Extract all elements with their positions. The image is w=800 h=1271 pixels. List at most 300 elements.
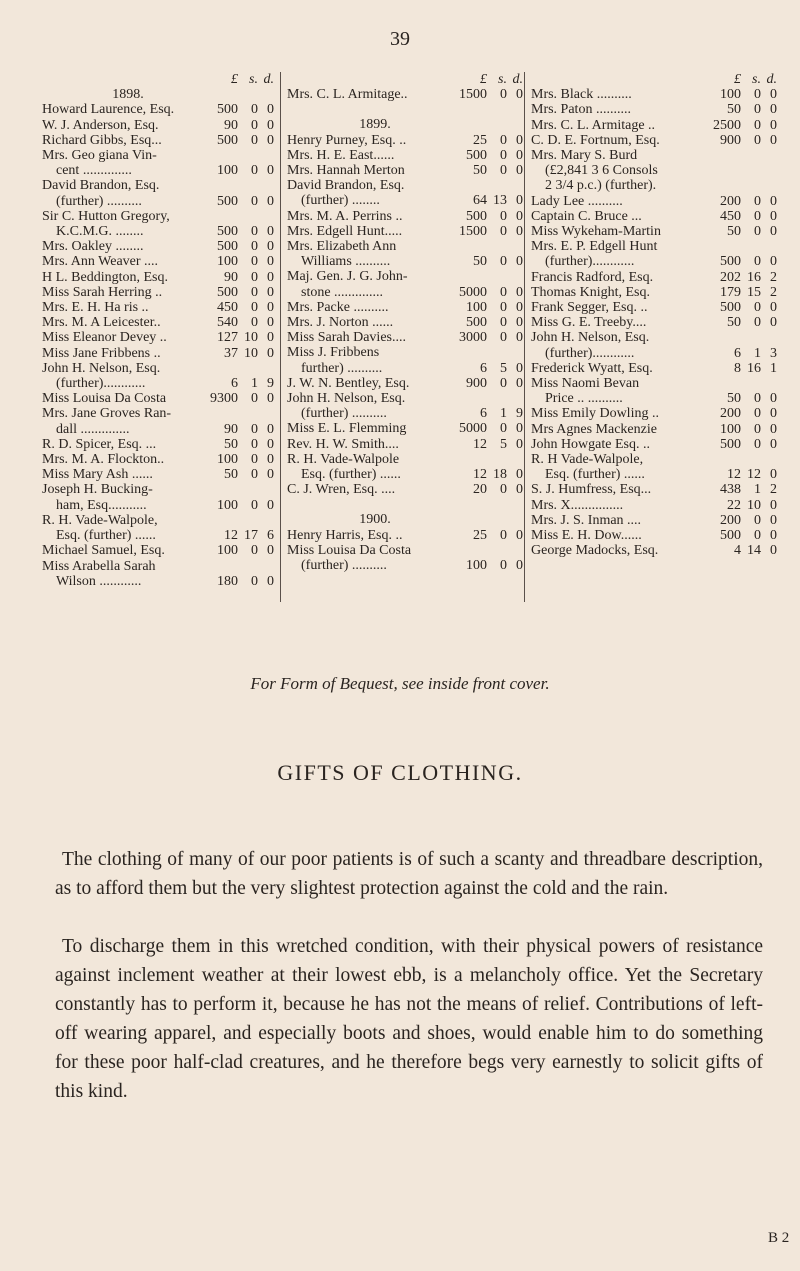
donation-amount <box>703 391 777 406</box>
donation-amount <box>200 498 274 513</box>
shillings: 0 <box>500 87 507 103</box>
pence: 0 <box>516 284 523 300</box>
donation-entry <box>531 391 777 406</box>
pence: 9 <box>516 406 523 422</box>
donation-entry <box>287 209 523 224</box>
pounds: 200 <box>720 193 741 209</box>
pounds: 202 <box>720 269 741 285</box>
pounds: 64 <box>473 193 487 209</box>
pence: 0 <box>516 223 523 239</box>
shillings: 0 <box>251 284 258 300</box>
donor-name: (further)............ <box>545 345 635 361</box>
donor-name: Mrs. Elizabeth Ann <box>287 239 397 255</box>
pence: 0 <box>516 87 523 103</box>
donation-entry <box>531 224 777 239</box>
shillings: 0 <box>500 482 507 498</box>
donation-entry <box>287 285 523 300</box>
pounds: 50 <box>727 224 741 240</box>
donation-entry <box>287 452 523 467</box>
donation-entry <box>287 558 523 573</box>
donor-name: Miss G. E. Treeby.... <box>531 315 647 331</box>
pence: 0 <box>267 224 274 240</box>
pence: 0 <box>267 573 274 589</box>
shillings: 0 <box>500 315 507 331</box>
donor-name: Mrs. X............... <box>531 497 624 513</box>
pence: 0 <box>267 269 274 285</box>
pounds: 500 <box>217 102 238 118</box>
pence: 9 <box>267 376 274 392</box>
shillings: 5 <box>500 436 507 452</box>
pence: 0 <box>267 543 274 559</box>
donation-entry <box>287 254 523 269</box>
shillings: 16 <box>747 269 761 285</box>
donation-entry <box>287 87 523 102</box>
donation-entry <box>531 239 777 254</box>
donor-name: Mrs. M. A Leicester.. <box>42 315 161 331</box>
pence: 0 <box>770 467 777 483</box>
donation-entry <box>287 437 523 452</box>
pence: 0 <box>516 147 523 163</box>
shillings: 0 <box>500 330 507 346</box>
shillings: 18 <box>493 467 507 483</box>
pounds: 25 <box>473 132 487 148</box>
donor-name: Mrs. Oakley ........ <box>42 239 144 255</box>
pounds: 20 <box>473 482 487 498</box>
paragraph-1: The clothing of many of our poor patients is of such a scanty and threadbare description, as to afford them but the very slightest protection against the cold and the rain. <box>55 849 763 899</box>
donation-amount <box>200 270 274 285</box>
pence: 0 <box>770 512 777 528</box>
donor-name: Rev. H. W. Smith.... <box>287 436 399 452</box>
pence: 1 <box>770 360 777 376</box>
donation-entry <box>531 498 777 513</box>
donation-entry <box>42 239 274 254</box>
donor-name: R. H Vade-Walpole, <box>531 452 644 468</box>
donor-name: Mrs. E. P. Edgell Hunt <box>531 239 658 255</box>
donation-entry <box>531 467 777 482</box>
pounds: 1500 <box>459 87 487 103</box>
donation-amount <box>200 422 274 437</box>
donor-name: Mrs. J. S. Inman .... <box>531 512 642 528</box>
pence: 0 <box>267 436 274 452</box>
donor-name: Miss Sarah Herring .. <box>42 284 163 300</box>
pounds: 22 <box>727 497 741 513</box>
pounds: 900 <box>466 375 487 391</box>
pounds: 50 <box>224 467 238 483</box>
donation-entry <box>531 346 777 361</box>
shillings: 0 <box>251 497 258 513</box>
donor-name: Mrs. Jane Groves Ran- <box>42 406 172 422</box>
donor-name: cent .............. <box>56 163 132 179</box>
donation-entry <box>287 467 523 482</box>
donation-entry <box>42 148 274 163</box>
donor-name: Miss E. H. Dow...... <box>531 528 642 544</box>
shillings: 16 <box>747 360 761 376</box>
donor-name: (further) .......... <box>301 558 387 574</box>
pence: 0 <box>516 299 523 315</box>
donation-amount <box>703 482 777 497</box>
shillings: 0 <box>754 436 761 452</box>
donation-entry <box>42 361 274 376</box>
donor-name: Joseph H. Bucking- <box>42 482 153 498</box>
donation-entry <box>531 422 777 437</box>
pounds: 6 <box>480 406 487 422</box>
donor-name: (further) .......... <box>301 406 387 422</box>
pounds: 90 <box>224 421 238 437</box>
pounds: 50 <box>727 391 741 407</box>
donor-name: Miss Louisa Da Costa <box>287 542 412 558</box>
shillings: 17 <box>244 528 258 544</box>
pounds: 90 <box>224 269 238 285</box>
donor-name: Mrs. M. A. Perrins .. <box>287 208 403 224</box>
shillings: 0 <box>251 269 258 285</box>
donation-amount <box>703 406 777 421</box>
donor-name: J. W. N. Bentley, Esq. <box>287 375 410 391</box>
bequest-note: For Form of Bequest, see inside front cover. <box>250 674 550 693</box>
donation-entry <box>287 269 523 284</box>
donation-amount <box>703 498 777 513</box>
pounds: 50 <box>473 163 487 179</box>
donation-amount <box>200 330 274 345</box>
pounds: 500 <box>720 254 741 270</box>
donation-entry <box>42 178 274 193</box>
pounds: 25 <box>473 527 487 543</box>
pence: 0 <box>770 193 777 209</box>
donation-amount <box>703 361 777 376</box>
donation-entry <box>531 300 777 315</box>
year-label: 1899. <box>359 117 391 133</box>
donor-name: Henry Harris, Esq. .. <box>287 527 403 543</box>
donation-amount <box>703 543 777 558</box>
donor-name: stone .............. <box>301 284 384 300</box>
pounds-header: £ <box>480 72 487 87</box>
shillings: 0 <box>754 132 761 148</box>
donation-amount <box>449 133 523 148</box>
donor-name: Mrs. Paton .......... <box>531 102 631 118</box>
currency-header <box>42 72 274 87</box>
donation-entry <box>42 543 274 558</box>
donor-name: Mrs. Mary S. Burd <box>531 148 638 164</box>
shillings: 0 <box>251 436 258 452</box>
donation-amount <box>703 87 777 102</box>
donation-amount <box>703 224 777 239</box>
donation-entry <box>531 315 777 330</box>
pence: 0 <box>516 375 523 391</box>
donor-name: Henry Purney, Esq. .. <box>287 132 407 148</box>
donor-name: David Brandon, Esq. <box>287 178 405 194</box>
pence: 0 <box>770 421 777 437</box>
pounds: 12 <box>473 436 487 452</box>
donation-entry <box>287 391 523 406</box>
shillings: 1 <box>500 406 507 422</box>
pounds: 12 <box>224 528 238 544</box>
donation-entry <box>287 543 523 558</box>
pence: 0 <box>267 239 274 255</box>
donation-entry <box>531 118 777 133</box>
donation-entry <box>42 574 274 589</box>
shillings: 0 <box>754 208 761 224</box>
pence: 0 <box>516 421 523 437</box>
shillings: 1 <box>754 482 761 498</box>
donor-name: R. D. Spicer, Esq. ... <box>42 436 157 452</box>
donor-name: Miss Jane Fribbens .. <box>42 345 161 361</box>
pence: 0 <box>770 406 777 422</box>
donor-name: (further) ........ <box>301 193 380 209</box>
donation-amount <box>200 467 274 482</box>
shillings: 0 <box>251 193 258 209</box>
donor-name: R. H. Vade-Walpole, <box>42 512 158 528</box>
donation-entry <box>531 133 777 148</box>
donation-amount <box>449 300 523 315</box>
pence: 0 <box>770 315 777 331</box>
pence: 0 <box>516 193 523 209</box>
donation-amount <box>200 254 274 269</box>
pounds: 3000 <box>459 330 487 346</box>
donor-name: K.C.M.G. ........ <box>56 224 144 240</box>
donor-name: Frederick Wyatt, Esq. <box>531 360 653 376</box>
donation-entry <box>42 224 274 239</box>
donor-name: Williams .......... <box>301 254 391 270</box>
donation-entry <box>531 406 777 421</box>
pounds: 12 <box>727 467 741 483</box>
shillings: 0 <box>754 315 761 331</box>
donation-amount <box>703 254 777 269</box>
donor-name: Miss Sarah Davies.... <box>287 330 406 346</box>
pence: 0 <box>516 436 523 452</box>
donor-name: Mrs. Black .......... <box>531 87 632 103</box>
donation-entry <box>531 482 777 497</box>
shillings: 0 <box>251 315 258 331</box>
donor-name: John H. Nelson, Esq. <box>42 360 161 376</box>
donation-entry <box>42 391 274 406</box>
paragraph-2: To discharge them in this wretched condition, with their physical powers of resistance against inclement weather at their lowest ebb, is a melancholy office. Yet the Secretary constantly has to perform it, because he has not the means of relief. Contributions of left-off wearing apparel, and especially boots and shoes, would enable him to do something for these poor half-clad creatures, and he therefore begs very earnestly to solicit gifts of this kind. <box>55 936 763 1102</box>
shillings: 0 <box>500 375 507 391</box>
donation-entry <box>531 148 777 163</box>
pence: 2 <box>770 269 777 285</box>
shillings: 0 <box>754 224 761 240</box>
pence: 0 <box>267 345 274 361</box>
donor-name: (further)............ <box>545 254 635 270</box>
pounds: 90 <box>224 117 238 133</box>
donation-entry <box>42 133 274 148</box>
donation-entry <box>42 559 274 574</box>
donation-entry <box>42 270 274 285</box>
shillings: 0 <box>754 117 761 133</box>
donation-amount <box>449 148 523 163</box>
year-heading <box>287 117 523 132</box>
pence: 0 <box>770 87 777 103</box>
year-label: 1900. <box>359 512 391 528</box>
donation-amount <box>449 254 523 269</box>
pence: 0 <box>770 254 777 270</box>
pounds: 100 <box>217 452 238 468</box>
donation-amount <box>703 437 777 452</box>
shillings: 0 <box>500 284 507 300</box>
shillings: 0 <box>251 543 258 559</box>
donation-amount <box>703 102 777 117</box>
donor-name: Miss Naomi Bevan <box>531 376 640 392</box>
shillings: 0 <box>251 224 258 240</box>
donation-amount <box>200 102 274 117</box>
header-amounts <box>449 72 523 87</box>
pence: 0 <box>516 208 523 224</box>
donor-name: Thomas Knight, Esq. <box>531 284 650 300</box>
pence: 0 <box>770 132 777 148</box>
donation-entry <box>42 482 274 497</box>
donor-name: Mrs. M. A. Flockton.. <box>42 452 165 468</box>
donation-entry <box>531 437 777 452</box>
pounds: 100 <box>217 497 238 513</box>
donor-name: Howard Laurence, Esq. <box>42 102 175 118</box>
pounds: 4 <box>734 543 741 559</box>
shillings: 0 <box>500 254 507 270</box>
shillings: 14 <box>747 543 761 559</box>
donor-name: C. J. Wren, Esq. .... <box>287 482 396 498</box>
donation-entry <box>42 194 274 209</box>
pounds: 500 <box>217 132 238 148</box>
donation-entry <box>287 133 523 148</box>
pence: 3 <box>770 345 777 361</box>
donor-name: Miss Eleanor Devey .. <box>42 330 167 346</box>
donor-name: dall .............. <box>56 421 130 437</box>
pounds: 100 <box>466 558 487 574</box>
donation-amount <box>449 285 523 300</box>
donation-amount <box>703 118 777 133</box>
donation-entry <box>287 421 523 436</box>
shillings: 0 <box>754 528 761 544</box>
shillings: 0 <box>251 300 258 316</box>
donation-entry <box>42 452 274 467</box>
pence: 0 <box>516 163 523 179</box>
donation-entry <box>531 528 777 543</box>
pounds: 500 <box>466 315 487 331</box>
donor-name: John H. Nelson, Esq. <box>531 330 650 346</box>
shillings: 12 <box>747 467 761 483</box>
pence: 0 <box>516 467 523 483</box>
donor-name: Miss J. Fribbens <box>287 345 380 361</box>
shillings: 10 <box>747 497 761 513</box>
pounds: 450 <box>720 208 741 224</box>
donation-amount <box>200 194 274 209</box>
donor-name: (further)............ <box>56 376 146 392</box>
shillings: 0 <box>251 467 258 483</box>
donor-name: Richard Gibbs, Esq... <box>42 132 162 148</box>
pence: 0 <box>516 132 523 148</box>
donation-entry <box>287 193 523 208</box>
pounds: 5000 <box>459 284 487 300</box>
pounds: 500 <box>466 208 487 224</box>
pence: 0 <box>770 102 777 118</box>
pounds: 12 <box>473 467 487 483</box>
donation-amount <box>200 376 274 391</box>
shillings: 0 <box>754 300 761 316</box>
pounds: 200 <box>720 406 741 422</box>
pence: 0 <box>267 163 274 179</box>
pence: 0 <box>267 391 274 407</box>
donation-amount <box>449 330 523 345</box>
donor-name: Miss Mary Ash ...... <box>42 467 153 483</box>
donation-entry <box>287 315 523 330</box>
donation-amount <box>449 209 523 224</box>
pounds: 500 <box>466 147 487 163</box>
donor-name: Michael Samuel, Esq. <box>42 543 165 559</box>
donation-amount <box>703 315 777 330</box>
donation-entry <box>42 376 274 391</box>
donation-entry <box>287 148 523 163</box>
pence: 0 <box>770 497 777 513</box>
shillings: 0 <box>251 239 258 255</box>
donation-entry <box>42 163 274 178</box>
shillings: 0 <box>251 102 258 118</box>
pounds: 100 <box>217 254 238 270</box>
pounds: 100 <box>720 421 741 437</box>
shillings: 0 <box>251 117 258 133</box>
donation-amount <box>449 558 523 573</box>
shillings: 0 <box>251 391 258 407</box>
donation-amount <box>703 346 777 361</box>
pence: 0 <box>516 558 523 574</box>
pence-header: d. <box>512 72 523 87</box>
pounds: 900 <box>720 132 741 148</box>
donation-amount <box>703 285 777 300</box>
pence: 0 <box>770 224 777 240</box>
donation-amount <box>449 361 523 376</box>
donor-name: Mrs Agnes Mackenzie <box>531 421 657 437</box>
donation-amount <box>703 209 777 224</box>
donor-name: R. H. Vade-Walpole <box>287 451 400 467</box>
pounds: 450 <box>217 300 238 316</box>
donation-entry <box>531 163 777 178</box>
donation-entry <box>287 224 523 239</box>
donor-name: Esq. (further) ...... <box>545 467 645 483</box>
donation-entry <box>531 194 777 209</box>
currency-header <box>531 72 777 87</box>
donation-amount <box>200 528 274 543</box>
donation-entry <box>42 300 274 315</box>
shillings: 0 <box>251 132 258 148</box>
donation-entry <box>42 498 274 513</box>
donor-name: George Madocks, Esq. <box>531 543 659 559</box>
donation-amount <box>200 346 274 361</box>
donation-entry <box>531 513 777 528</box>
header-spacer <box>287 72 449 87</box>
pounds: 6 <box>734 345 741 361</box>
donation-amount <box>449 193 523 208</box>
donor-name: Mrs. C. L. Armitage.. <box>287 87 408 103</box>
pence: 0 <box>516 482 523 498</box>
donor-name: Mrs. Ann Weaver .... <box>42 254 159 270</box>
pence: 0 <box>516 360 523 376</box>
donor-name: Wilson ............ <box>56 573 142 589</box>
donor-name: Mrs. Edgell Hunt..... <box>287 223 403 239</box>
donation-entry <box>531 452 777 467</box>
section-heading: GIFTS OF CLOTHING. <box>277 760 523 785</box>
donation-amount <box>200 118 274 133</box>
donor-name: Maj. Gen. J. G. John- <box>287 269 408 285</box>
pounds: 6 <box>480 360 487 376</box>
shillings-header: s. <box>752 72 761 87</box>
donor-name: W. J. Anderson, Esq. <box>42 117 159 133</box>
donor-name: Frank Segger, Esq. .. <box>531 300 648 316</box>
pounds-header: £ <box>734 72 741 87</box>
pounds: 180 <box>217 573 238 589</box>
donation-amount <box>200 300 274 315</box>
donor-name: Mrs. C. L. Armitage .. <box>531 117 656 133</box>
pence: 0 <box>770 391 777 407</box>
donation-amount <box>449 376 523 391</box>
pence: 0 <box>516 527 523 543</box>
pounds: 127 <box>217 330 238 346</box>
donation-amount <box>200 239 274 254</box>
